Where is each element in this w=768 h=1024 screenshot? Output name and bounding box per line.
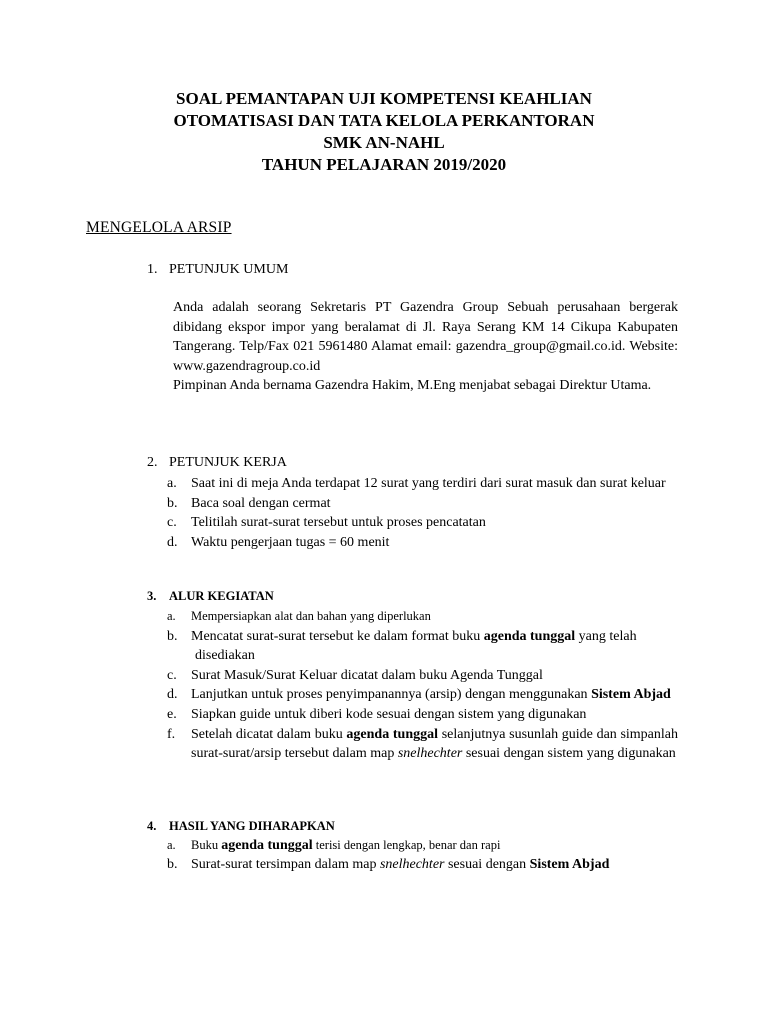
text-part: Surat-surat tersimpan dalam map [191,857,380,872]
heading-text: HASIL YANG DIHARAPKAN [169,819,335,833]
heading-text: PETUNJUK KERJA [169,455,287,470]
list-item [167,533,715,553]
heading-hasil-yang-diharapkan [147,819,335,834]
paragraph-company: Anda adalah seorang Sekretaris PT Gazendra Group Sebuah perusahaan bergerak dibidang ekspor impor yang beralamat di Jl. Raya Serang KM 14 Cikupa Kabupaten Tangerang. Telp/Fax 021 5961480 Alamat email: gazendra_group@gmail.co.id. Website: www.gazendragroup.co.id [173,300,678,374]
item-text: Surat Masuk/Surat Keluar dicatat dalam buku Agenda Tunggal [191,667,543,683]
heading-text: ALUR KEGIATAN [169,589,274,603]
heading-number: 3. [147,589,157,603]
item-letter: c. [167,667,177,683]
list-item [167,725,678,764]
document-title [0,88,768,176]
item-letter: c. [167,515,177,530]
item-letter: f. [167,726,176,742]
list-item [167,627,678,666]
item-letter: a. [167,476,177,491]
list-item [167,666,678,686]
text-part: yang telah [575,628,637,644]
text-part: sesuai dengan sistem yang digunakan [462,746,676,762]
item-text: Mempersiapkan alat dan bahan yang diperlukan [191,609,431,623]
item-text: Siapkan guide untuk diberi kode sesuai dengan sistem yang digunakan [191,706,587,722]
title-line-4: TAHUN PELAJARAN 2019/2020 [261,155,507,174]
item-text [191,685,678,705]
heading-petunjuk-umum [147,262,288,278]
item-letter: e. [167,706,177,722]
item-text [191,627,678,666]
general-instructions-text [173,298,678,396]
text-part: Lanjutkan untuk proses penyimpanannya (arsip) dengan menggunakan [191,687,592,703]
bold-term: agenda tunggal [346,726,439,742]
list-item [167,607,678,627]
list-item [167,685,678,705]
heading-number: 1. [147,262,158,277]
list-item [167,513,715,533]
section-heading: MENGELOLA ARSIP [86,219,232,236]
title-line-3: SMK AN-NAHL [323,133,445,152]
item-text: Baca soal dengan cermat [191,495,331,511]
item-letter: a. [167,838,176,852]
item-text: Telitilah surat-surat tersebut untuk proses pencatatan [191,515,486,530]
list-item [167,836,687,855]
heading-number: 4. [147,819,157,833]
item-letter: b. [167,857,178,872]
bold-term: Sistem Abjad [529,857,610,872]
title-line-1: SOAL PEMANTAPAN UJI KOMPETENSI KEAHLIAN [176,89,592,108]
italic-term: snelhechter [379,857,445,872]
text-part: disediakan [195,648,255,664]
item-text: Saat ini di meja Anda terdapat 12 surat yang terdiri dari surat masuk dan surat keluar [191,476,666,491]
list-item [167,855,687,874]
item-letter: b. [167,628,178,644]
text-part: Buku [191,838,222,852]
title-line-2: OTOMATISASI DAN TATA KELOLA PERKANTORAN [173,111,595,130]
work-instructions-list [167,474,715,552]
heading-petunjuk-kerja [147,455,287,471]
item-letter: b. [167,495,178,511]
heading-text: PETUNJUK UMUM [169,262,289,277]
list-item [167,474,715,494]
text-part: selanjutnya susunlah guide dan simpanlah surat-surat/arsip tersebut dalam map [191,726,678,762]
item-letter: d. [167,534,178,550]
item-text [191,855,687,874]
list-item [167,494,715,514]
text-part: Mencatat surat-surat tersebut ke dalam format buku [191,628,484,644]
item-text [191,725,678,764]
activity-flow-list [167,607,678,764]
heading-alur-kegiatan [147,589,274,604]
item-text [191,836,687,855]
item-letter: d. [167,687,178,703]
bold-term: Sistem Abjad [591,687,671,703]
list-item [167,705,678,725]
bold-term: agenda tunggal [221,838,313,853]
text-part: Setelah dicatat dalam buku [191,726,347,742]
heading-number: 2. [147,455,158,470]
text-part: sesuai dengan [444,857,530,872]
bold-term: agenda tunggal [483,628,576,644]
paragraph-leader: Pimpinan Anda bernama Gazendra Hakim, M.Eng menjabat sebagai Direktur Utama. [173,378,652,393]
item-letter: a. [167,609,176,623]
expected-results-list [167,836,687,874]
text-part: terisi dengan lengkap, benar dan rapi [312,838,501,852]
italic-term: snelhechter [397,746,463,762]
item-text: Waktu pengerjaan tugas = 60 menit [191,534,390,550]
